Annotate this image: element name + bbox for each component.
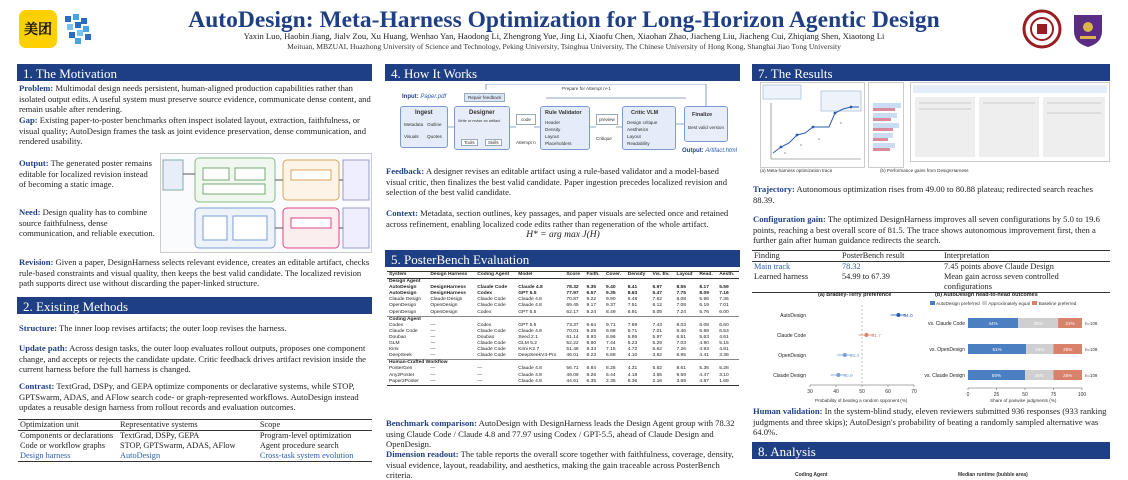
table-cell: 7.24 <box>676 309 686 315</box>
trajectory-paragraph: Trajectory: Autonomous optimization rises from 49.00 to 80.88 plateau; redirected search reaches 88.39. <box>753 184 1093 205</box>
h2h-legend: AutoDesign preferred Approximately equal Baseline preferred <box>930 301 1076 306</box>
table-cell: 6.12 <box>652 303 663 309</box>
table-cell: 9.35 <box>586 285 597 291</box>
table-cell: 9.71 <box>606 322 616 328</box>
table-cell: 9.35 <box>606 291 616 297</box>
table-cell: 7.36 <box>719 297 729 303</box>
table-cell: 9.90 <box>606 297 616 303</box>
table-cell: GPT 5.5 <box>518 322 537 328</box>
table-cell: 44.61 <box>564 379 584 386</box>
table-cell: 7.43 <box>652 322 663 328</box>
table-cell: OpenDesign <box>430 309 458 315</box>
table-cell: 9.17 <box>586 303 597 309</box>
table-cell: Claude 4.8 <box>518 372 542 378</box>
table-cell: — <box>430 372 436 378</box>
posterbench-group-label: Design Agent <box>387 279 739 286</box>
table-cell: PosterGen <box>389 366 413 372</box>
posterbench-header: Aesth. <box>717 272 739 279</box>
table-cell: 7.44 <box>606 341 616 347</box>
table-cell: — <box>430 347 436 353</box>
table-cell: Paper2Poster <box>387 379 428 386</box>
table-cell: AutoDesign <box>389 285 417 291</box>
table-cell: 6.08 <box>699 322 709 328</box>
table-cell: 5.05 <box>652 309 663 315</box>
poster-header <box>0 0 1128 58</box>
h2h-category-label: vs. Claude Design <box>924 372 965 379</box>
h2h-tick-label: 0 <box>966 392 970 398</box>
table-cell: 7.26 <box>676 347 686 353</box>
table-cell: 8.96 <box>606 334 616 340</box>
posterbench-header: Score <box>564 272 584 279</box>
table-cell: 9.46 <box>676 328 686 334</box>
pipeline-figure: Input: Paper.pdf Repair feedback Prepare for Attempt n+1 Ingest Metadata Outline Visuals Quotes Designer Write or revise an artifact Tools Skills code Attempt n Rule Validator Header Density Layout Placeholders preview Critique Critic VLM Design critique Aesthetics Layout Readability Finalize Best valid version Output: Artifact.html <box>386 84 740 162</box>
bt-category-label: AutoDesign <box>780 312 806 319</box>
table-cell: — <box>475 379 516 386</box>
h2h-tick-label: 25 <box>993 392 1000 398</box>
table-cell: 8.26 <box>586 372 597 378</box>
table-cell: Doubao <box>477 334 495 340</box>
bt-value-label: 51.7 <box>871 333 881 339</box>
table-cell: 4.61 <box>719 334 729 340</box>
table-cell: 5.28 <box>719 366 729 372</box>
table-cell: 4.81 <box>719 347 729 353</box>
table-cell: 4.41 <box>699 353 709 359</box>
table-cell: 7.15 <box>606 347 616 353</box>
bt-tick-label: 60 <box>885 389 891 395</box>
table-cell: Claude 4.8 <box>518 297 542 303</box>
table-cell: 8.60 <box>586 341 597 347</box>
section-existing-methods-title: 2. Existing Methods <box>17 297 372 314</box>
table-cell: AutoDesign <box>389 291 417 297</box>
h2h-xlabel: Share of pairwise judgments (%) <box>990 398 1057 403</box>
table-cell: 8.25 <box>606 366 616 372</box>
table-cell: 73.37 <box>566 322 579 328</box>
table-cell: Claude 4.8 <box>518 303 542 309</box>
benchmark-paragraph: Benchmark comparison: AutoDesign with DesignHarness leads the Design Agent group with 78.32 using Claude Code / Claude 4.8 and 77.97 using Codex / GPT-5.5, ahead of Claude Design and OpenDesign. <box>386 418 735 450</box>
table-row: Code or workflow graphs STOP, GPTSwarm, ADAS, AFlow Agent procedure search <box>20 441 339 450</box>
posterbench-header: Model <box>516 272 564 279</box>
table-cell: Claude Code <box>477 328 506 334</box>
h2h-segment-label: 25% <box>1063 372 1073 378</box>
motivation-figure <box>160 153 372 253</box>
human-validation-paragraph: Human validation: In the system-blind study, eleven reviewers submitted 936 responses (933 ranking judgments and three skips); AutoDesign's probability of beating a randomly sampled alternative was 64.0%. <box>753 406 1107 438</box>
table-cell: Doubao <box>389 334 407 340</box>
table-cell: 7.51 <box>627 303 638 309</box>
bt-tick-label: 70 <box>911 389 917 395</box>
finalize-box: Finalize Best valid version <box>684 106 728 142</box>
h2h-chart-title: (b) AutoDesign head-to-head outcomes <box>935 292 1038 298</box>
table-cell: 9.25 <box>586 328 597 334</box>
table-cell: 62.17 <box>566 309 579 315</box>
table-cell: 7.08 <box>676 303 686 309</box>
problem-paragraph: Problem: Multimodal design needs persistent, human-aligned production capabilities rather than isolated output edits. A useful system must preserve source evidence, communicate dense content, and remain usable after rendering. <box>19 83 371 115</box>
table-row: Learned harness 54.99 to 67.39 Mean gain across seven controlled configurations <box>752 272 1110 293</box>
designer-box: Designer Write or revise an artifact Tools Skills <box>454 106 510 150</box>
posterbench-table <box>387 271 739 386</box>
table-cell: — <box>430 366 436 372</box>
contrast-paragraph: Contrast: TextGrad, DSPy, and GEPA optimize components or declarative systems, while STOP, GPTSwarm, ADAS, and AFlow search code- or graph-represented workflows. AutoDesign instead updates a reusable design harness from rollout records and evaluation outcomes. <box>19 381 359 413</box>
table-cell: 5.59 <box>719 285 729 291</box>
posterbench-header: Vis. Ev. <box>651 272 675 279</box>
posterbench-header: Layout <box>674 272 697 279</box>
posterbench-group-label: Human-Crafted Workflow <box>387 360 739 367</box>
table-cell: 4.93 <box>699 347 709 353</box>
validator-box: Rule Validator Header Density Layout Placeholders <box>540 106 590 150</box>
h2h-count-label: n=108 <box>1085 320 1098 326</box>
bt-point <box>836 373 840 377</box>
section-how-it-works-title: 4. How It Works <box>385 64 740 81</box>
table-cell: — <box>428 379 475 386</box>
section-motivation-title: 1. The Motivation <box>17 64 372 81</box>
gains-bar-figure <box>868 82 904 168</box>
table-cell: 70.87 <box>566 297 579 303</box>
table-cell: 7.75 <box>676 291 686 297</box>
bt-chart-title: (a) Bradley-Terry preference <box>818 292 892 298</box>
table-cell: Claude 4.8 <box>518 328 542 334</box>
posterbench-header: Faith. <box>585 272 605 279</box>
analysis-left-label: Coding Agent <box>795 472 828 478</box>
table-cell: — <box>430 328 436 334</box>
table-cell: 5.97 <box>652 334 663 340</box>
results-table: Finding PosterBench result Interpretation Main track 78.32 7.45 points above Claude Design Learned harness 54.99 to 67.39 Mean gain across seven controlled configurations <box>752 250 1110 293</box>
table-row <box>387 310 739 317</box>
table-cell: 8.08 <box>676 297 686 303</box>
table-cell: 5.23 <box>627 341 638 347</box>
table-cell: 5.47 <box>652 291 663 297</box>
table-cell: GPT 5.5 <box>518 291 537 297</box>
table-cell: 3.38 <box>719 353 729 359</box>
table-cell: Claude Code <box>477 347 506 353</box>
posterbench-header: Read. <box>697 272 717 279</box>
caption-b: (b) Performance gains from DesignHarness <box>880 168 969 173</box>
h2h-segment-label: 24% <box>1035 346 1045 352</box>
cuhk-logo <box>1068 9 1108 49</box>
table-cell: 6.00 <box>719 309 729 315</box>
ingest-box: Ingest Metadata Outline Visuals Quotes <box>400 106 448 148</box>
table-row: Design harness AutoDesign Cross-task system evolution <box>18 451 372 462</box>
table-cell: 4.72 <box>627 347 638 353</box>
table-cell: Codex <box>389 322 404 328</box>
h2h-count-label: n=108 <box>1085 346 1098 352</box>
table-cell: 9.57 <box>586 291 597 297</box>
table-cell: 6.53 <box>719 328 729 334</box>
table-cell: 8.23 <box>586 353 597 359</box>
table-cell: DeepSeek <box>389 353 412 359</box>
h2h-count-label: n=108 <box>1085 372 1098 378</box>
table-cell: — <box>430 353 436 359</box>
posterbench-group-label: Coding Agent <box>387 316 739 323</box>
table-cell: — <box>477 366 483 372</box>
table-cell: Claude Code <box>477 297 506 303</box>
gap-paragraph: Gap: Existing paper-to-poster benchmarks often inspect isolated layout, extraction, faithfulness, or visual quality; AutoDesign frames the task as joint evidence preservation, dense communication, and rendered usability. <box>19 115 367 147</box>
table-cell: 52.22 <box>566 341 579 347</box>
table-cell: 6.35 <box>585 379 605 386</box>
table-cell: Seed 2.1 <box>518 334 538 340</box>
table-cell: 49.09 <box>566 372 579 378</box>
caption-a: (a) Meta-harness optimization trace <box>760 168 833 173</box>
table-cell: 9.37 <box>606 303 616 309</box>
h2h-tick-label: 75 <box>1050 392 1057 398</box>
bt-value-label: 64.0 <box>903 313 913 319</box>
h2h-tick-label: 50 <box>1022 392 1028 398</box>
dimension-paragraph: Dimension readout: The table reports the overall score together with faithfulness, coverage, density, visual evidence, layout, readability, and aesthetics, making the gain traceable across PosterBench criteria. <box>386 449 734 480</box>
bt-point <box>896 313 900 317</box>
posterbench-header: Density <box>626 272 651 279</box>
h2h-category-label: vs. OpenDesign <box>929 346 965 353</box>
table-cell: 2.35 <box>604 379 626 386</box>
pku-logo <box>1022 9 1062 49</box>
bt-category-label: Claude Code <box>776 332 806 339</box>
h2h-segment-label: 44% <box>988 320 998 326</box>
table-cell: 4.87 <box>697 379 717 386</box>
bt-point <box>864 333 868 337</box>
bradley-terry-chart <box>752 299 920 403</box>
table-cell: 7.62 <box>652 297 663 303</box>
table-cell: Claude Code <box>477 341 506 347</box>
table-cell: 56.71 <box>566 366 579 372</box>
table-cell: 5.62 <box>652 347 663 353</box>
table-cell: 69.45 <box>566 303 579 309</box>
table-cell: — <box>477 372 483 378</box>
bt-tick-label: 40 <box>833 389 839 395</box>
table-cell: Claude 4.8 <box>518 366 542 372</box>
revision-paragraph: Revision: Given a paper, DesignHarness selects relevant evidence, creates an editable artifact, checks rule-based constraints and visual quality, then keeps the best valid candidate. The localized revision path supports direct use without discarding the paper-linked structure. <box>19 257 370 289</box>
h2h-tick-label: 100 <box>1077 392 1087 398</box>
need-paragraph: Need: Design quality has to combine source faithfulness, dense communication, and reliable execution. <box>19 207 155 239</box>
table-cell: Claude Code <box>477 285 508 291</box>
table-cell: 9.24 <box>586 309 597 315</box>
bt-value-label: 43.4 <box>849 353 860 359</box>
config-paragraph: Configuration gain: The optimized DesignHarness improves all seven configurations by 5.0 to 19.6 points, reaching a best overall score of 81.5. The trace shows autonomous improvement first, then a further gain after human guidance redirects the search. <box>753 214 1100 246</box>
section-posterbench-title: 5. PosterBench Evaluation <box>385 250 740 267</box>
h2h-segment-label: 50% <box>991 372 1002 378</box>
table-cell: 9.64 <box>586 322 597 328</box>
table-cell: GLM 5.2 <box>518 341 538 347</box>
table-cell: 7.01 <box>719 303 729 309</box>
table-cell: 3.69 <box>674 379 697 386</box>
table-cell: Claude Code <box>477 303 506 309</box>
affiliations: Meituan, MBZUAI, Huazhong University of Science and Technology, Peking University, Tsinghua University, The Chinese University of Hong Kong, Shanghai Jiao Tong University <box>287 42 841 51</box>
table-cell: GLM <box>389 341 400 347</box>
table-cell: 6.51 <box>676 334 686 340</box>
table-cell: Claude Design <box>430 297 463 303</box>
table-cell: OpenDesign <box>430 303 458 309</box>
table-cell: 8.84 <box>586 366 597 372</box>
posterbench-header: Cover. <box>604 272 626 279</box>
table-cell: 5.97 <box>652 285 663 291</box>
table-cell: — <box>430 341 436 347</box>
table-cell: DesignHarness <box>430 291 466 297</box>
meituan-logo: 美团 <box>19 10 57 48</box>
table-cell: 7.03 <box>676 341 686 347</box>
table-cell: 6.91 <box>627 309 638 315</box>
h2h-category-label: vs. Claude Code <box>928 320 965 327</box>
table-cell: Claude 4.8 <box>516 379 564 386</box>
bt-category-label: OpenDesign <box>778 352 806 359</box>
table-cell: 8.03 <box>676 322 686 328</box>
table-cell: Codex <box>477 291 493 297</box>
structure-paragraph: Structure: The inner loop revises artifacts; the outer loop revises the harness. <box>19 323 287 333</box>
table-row <box>387 379 739 386</box>
pipeline-arrows <box>386 84 740 162</box>
table-cell: 8.41 <box>627 285 638 291</box>
table-cell: 46.01 <box>566 353 579 359</box>
authors: Yaxin Luo, Haobin Jiang, Jialv Zou, Xu Huang, Wenhao Yan, Haodong Li, Zhengrong Yue, Jing Li, Xiaofu Chen, Xiaohan Zhao, Jiacheng Liu, Jiacheng Cui, Zhiqiang Shen, Xiaotong Li <box>243 31 885 41</box>
gains-poster-figure <box>910 82 1110 162</box>
table-cell: 4.90 <box>699 341 709 347</box>
table-cell: 8.33 <box>586 347 597 353</box>
objective-formula: H* = arg max J(H) <box>526 230 600 240</box>
table-cell: 7.69 <box>627 322 638 328</box>
table-cell: 3.10 <box>719 372 729 378</box>
table-cell: GPT 5.5 <box>518 309 537 315</box>
table-cell: 5.29 <box>652 341 663 347</box>
table-cell: 8.61 <box>676 366 686 372</box>
table-cell: 9.88 <box>606 328 616 334</box>
update-paragraph: Update path: Across design tasks, the outer loop evaluates rollout outputs, proposes one component change, and accepts or rejects the candidate update. Critic feedback drives artifact revision inside the current harness before the full harness is changed. <box>19 343 366 375</box>
table-row: Main track 78.32 7.45 points above Claude Design <box>754 262 1054 271</box>
table-cell: 7.16 <box>719 291 729 297</box>
bt-tick-label: 30 <box>807 389 813 395</box>
critic-box: Critic VLM Design critique Aesthetics Layout Readability <box>622 106 676 150</box>
table-cell: 70.01 <box>566 328 579 334</box>
table-cell: 2.16 <box>651 379 675 386</box>
posterbench-header: System <box>387 272 428 279</box>
table-cell: 8.55 <box>676 285 686 291</box>
table-cell: 4.31 <box>627 366 638 372</box>
table-cell: 1.69 <box>717 379 739 386</box>
table-cell: — <box>430 322 436 328</box>
table-cell: 4.10 <box>627 353 638 359</box>
bt-category-label: Claude Design <box>773 372 806 379</box>
analysis-right-label: Median runtime (bubble area) <box>958 472 1028 478</box>
table-cell: Claude Code <box>477 353 506 359</box>
poster-title: AutoDesign: Meta-Harness Optimization for Long-Horizon Agentic Design <box>188 7 940 33</box>
table-cell: 5.63 <box>699 334 709 340</box>
table-cell: 8.09 <box>699 291 709 297</box>
table-cell: OpenDesign <box>389 309 417 315</box>
table-cell: 5.76 <box>699 309 709 315</box>
bt-xlabel: Probability of beating a random opponent (%) <box>815 398 908 403</box>
table-cell: 9.59 <box>676 372 686 378</box>
table-cell: Claude Code <box>389 328 418 334</box>
table-cell: 6.68 <box>606 353 616 359</box>
section-results-title: 7. The Results <box>752 64 1110 81</box>
table-cell: 9.22 <box>586 297 597 303</box>
table-cell: 8.49 <box>606 309 616 315</box>
table-cell: 6.60 <box>719 322 729 328</box>
section-analysis-title: 8. Analysis <box>752 442 1110 459</box>
table-cell: 3.82 <box>652 353 663 359</box>
head-to-head-chart <box>918 306 1112 400</box>
table-cell: Claude Design <box>389 297 422 303</box>
table-cell: 6.19 <box>699 303 709 309</box>
table-cell: 4.47 <box>699 372 709 378</box>
table-cell: 6.48 <box>627 297 638 303</box>
h2h-segment-label: 25% <box>1034 372 1044 378</box>
table-cell: 5.95 <box>627 334 638 340</box>
table-cell: — <box>430 334 436 340</box>
table-cell: Codex <box>477 309 492 315</box>
table-cell: 5.15 <box>719 341 729 347</box>
table-cell: Kimi <box>389 347 399 353</box>
table-cell: 78.32 <box>566 285 579 291</box>
table-cell: 9.40 <box>606 285 616 291</box>
feedback-paragraph: Feedback: A designer revises an editable artifact using a rule-based validator and a model-based visual critic, then finalizes the best valid candidate. Paper ingestion precedes localized revision and selection of the best valid candidate. <box>386 166 728 198</box>
table-cell: 5.96 <box>699 297 709 303</box>
table-cell: 8.63 <box>627 291 638 297</box>
table-cell: 7.01 <box>652 328 663 334</box>
h2h-segment-label: 51% <box>992 346 1002 352</box>
table-cell: Claude 4.8 <box>518 285 543 291</box>
bt-tick-label: 50 <box>859 389 865 395</box>
table-cell: 6.95 <box>676 353 686 359</box>
table-cell: Any2Poster <box>389 372 415 378</box>
bt-value-label: 40.9 <box>843 373 853 379</box>
h2h-segment-label: 35% <box>1033 320 1043 326</box>
table-cell: OpenDesign <box>389 303 417 309</box>
posterbench-header: Coding Agent <box>475 272 516 279</box>
h2h-segment-label: 21% <box>1065 320 1075 326</box>
table-row <box>387 353 739 360</box>
table-cell: 4.18 <box>627 372 638 378</box>
table-cell: 77.97 <box>566 291 579 297</box>
table-cell: 5.71 <box>627 328 638 334</box>
context-paragraph: Context: Metadata, section outlines, key passages, and paper visuals are selected once and retained across refinement, enabling localized code edits rather than regeneration of the whole artifact. <box>386 208 729 229</box>
table-cell: Kimi K2.7 <box>518 347 540 353</box>
table-cell: 61.14 <box>566 334 579 340</box>
table-row: Components or declarations TextGrad, DSPy, GEPA Program-level optimization <box>20 431 352 440</box>
table-cell: 51.46 <box>566 347 579 353</box>
table-cell: 6.68 <box>699 328 709 334</box>
optimization-trace-figure <box>760 82 865 168</box>
h2h-segment-label: 25% <box>1063 346 1073 352</box>
table-cell: 5.62 <box>652 366 663 372</box>
posterbench-header: Design Harness <box>428 272 475 279</box>
table-cell: 8.36 <box>626 379 651 386</box>
table-cell: DesignHarness <box>430 285 466 291</box>
table-cell: 8.17 <box>699 285 709 291</box>
output-paragraph: Output: The generated poster remains editable for localized revision instead of becoming a static image. <box>19 158 153 190</box>
existing-methods-table: Optimization unit Representative systems Scope Components or declarations TextGrad, DSPy, GEPA Program-level optimization Code or workflow graphs STOP, GPTSwarm, ADAS, AFlow Agent procedure search Design harness AutoDesign Cross-task system evolution <box>18 419 372 462</box>
table-cell: 5.36 <box>699 366 709 372</box>
table-cell: DeepSeekV4-Pro <box>518 353 557 359</box>
table-cell: 8.93 <box>586 334 597 340</box>
bt-point <box>843 353 847 357</box>
table-cell: Codex <box>477 322 492 328</box>
table-cell: 5.44 <box>606 372 616 378</box>
table-cell: 3.65 <box>652 372 663 378</box>
